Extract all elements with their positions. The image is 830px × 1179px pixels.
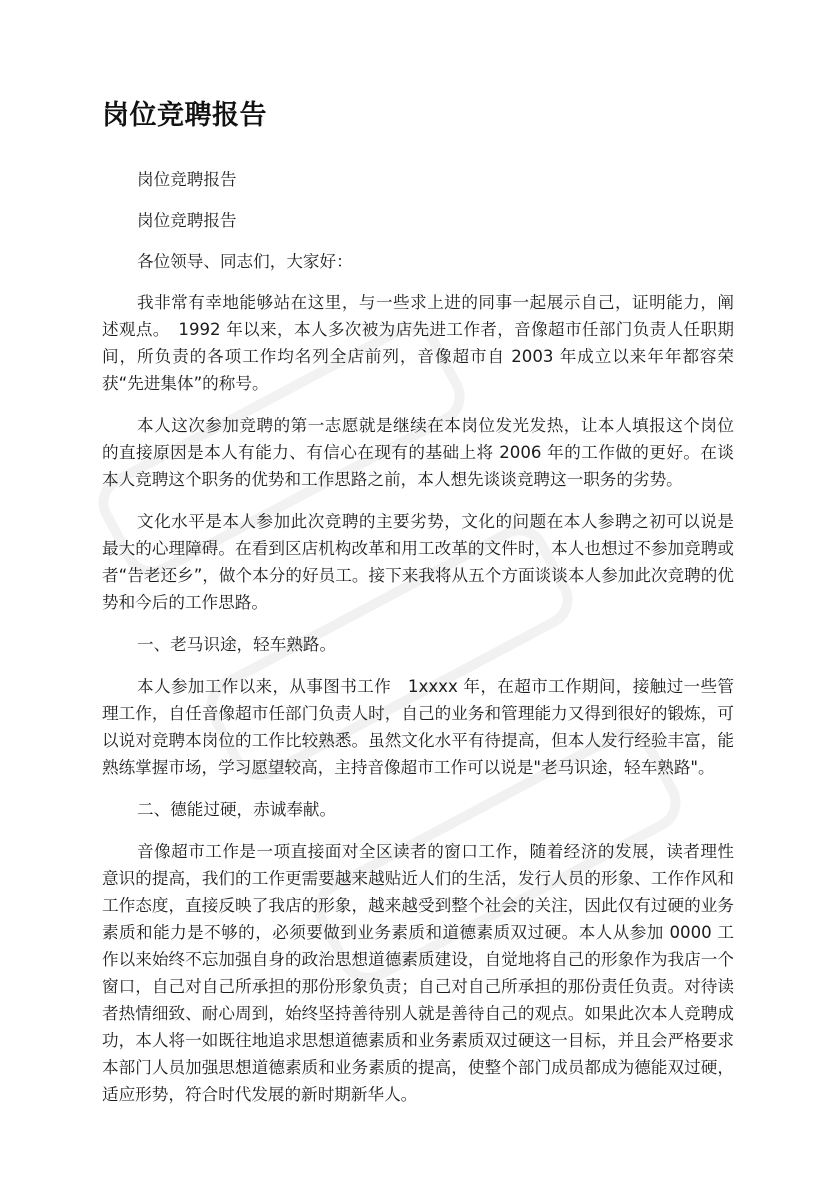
body-paragraph: 文化水平是本人参加此次竞聘的主要劣势，文化的问题在本人参聘之初可以说是最大的心理障碍。在看到区店机构改革和用工改革的文件时，本人也想过不参加竞聘或者“告老还乡”，做个本分的好员工。接下来我将从五个方面谈谈本人参加此次竞聘的优势和今后的工作思路。	[102, 512, 734, 612]
body-paragraph: 本人这次参加竞聘的第一志愿就是继续在本岗位发光发热，让本人填报这个岗位的直接原因是本人有能力、有信心在现有的基础上将 2006 年的工作做的更好。在谈本人竞聘这个职务的优势和工作思路之前，本人想先谈谈竞聘这一职务的劣势。	[102, 416, 734, 489]
document-body	[102, 166, 734, 1123]
body-paragraph: 我非常有幸地能够站在这里，与一些求上进的同事一起展示自己，证明能力，阐述观点。 1992 年以来，本人多次被为店先进工作者，音像超市任部门负责人任职期间，所负责的各项工作均名列全店前列，音像超市自 2003 年成立以来年年都容荣获“先进集体”的称号。	[102, 293, 734, 393]
page-title: 岗位竞聘报告	[102, 100, 267, 131]
greeting-paragraph: 各位领导、同志们，大家好：	[137, 252, 353, 271]
body-paragraph: 音像超市工作是一项直接面对全区读者的窗口工作，随着经济的发展，读者理性意识的提高，我们的工作更需要越来越贴近人们的生活，发行人员的形象、工作作风和工作态度，直接反映了我店的形象，越来越受到整个社会的关注，因此仅有过硬的业务素质和能力是不够的，必须要做到业务素质和道德素质双过硬。本人从参加 0000 工作以来始终不忘加强自身的政治思想道德素质建设，自觉地将自己的形象作为我店一个窗口，自己对自己所承担的那份形象负责；自己对自己所承担的那份责任负责。对待读者热情细致、耐心周到，始终坚持善待别人就是善待自己的观点。如果此次本人竞聘成功，本人将一如既往地追求思想道德素质和业务素质双过硬这一目标，并且会严格要求本部门人员加强思想道德素质和业务素质的提高，使整个部门成员都成为德能双过硬，适应形势，符合时代发展的新时期新华人。	[102, 842, 734, 1104]
subtitle-paragraph: 岗位竞聘报告	[137, 211, 237, 230]
section-heading: 一、老马识途，轻车熟路。	[137, 635, 337, 654]
subtitle-paragraph: 岗位竞聘报告	[137, 170, 237, 189]
body-paragraph: 本人参加工作以来，从事图书工作 1xxxx 年，在超市工作期间，接触过一些管理工作，自任音像超市任部门负责人时，自己的业务和管理能力又得到很好的锻炼，可以说对竞聘本岗位的工作比较熟悉。虽然文化水平有待提高，但本人发行经验丰富，能熟练掌握市场，学习愿望较高，主持音像超市工作可以说是"老马识途，轻车熟路"。	[102, 677, 734, 777]
section-heading: 二、德能过硬，赤诚奉献。	[137, 800, 337, 819]
